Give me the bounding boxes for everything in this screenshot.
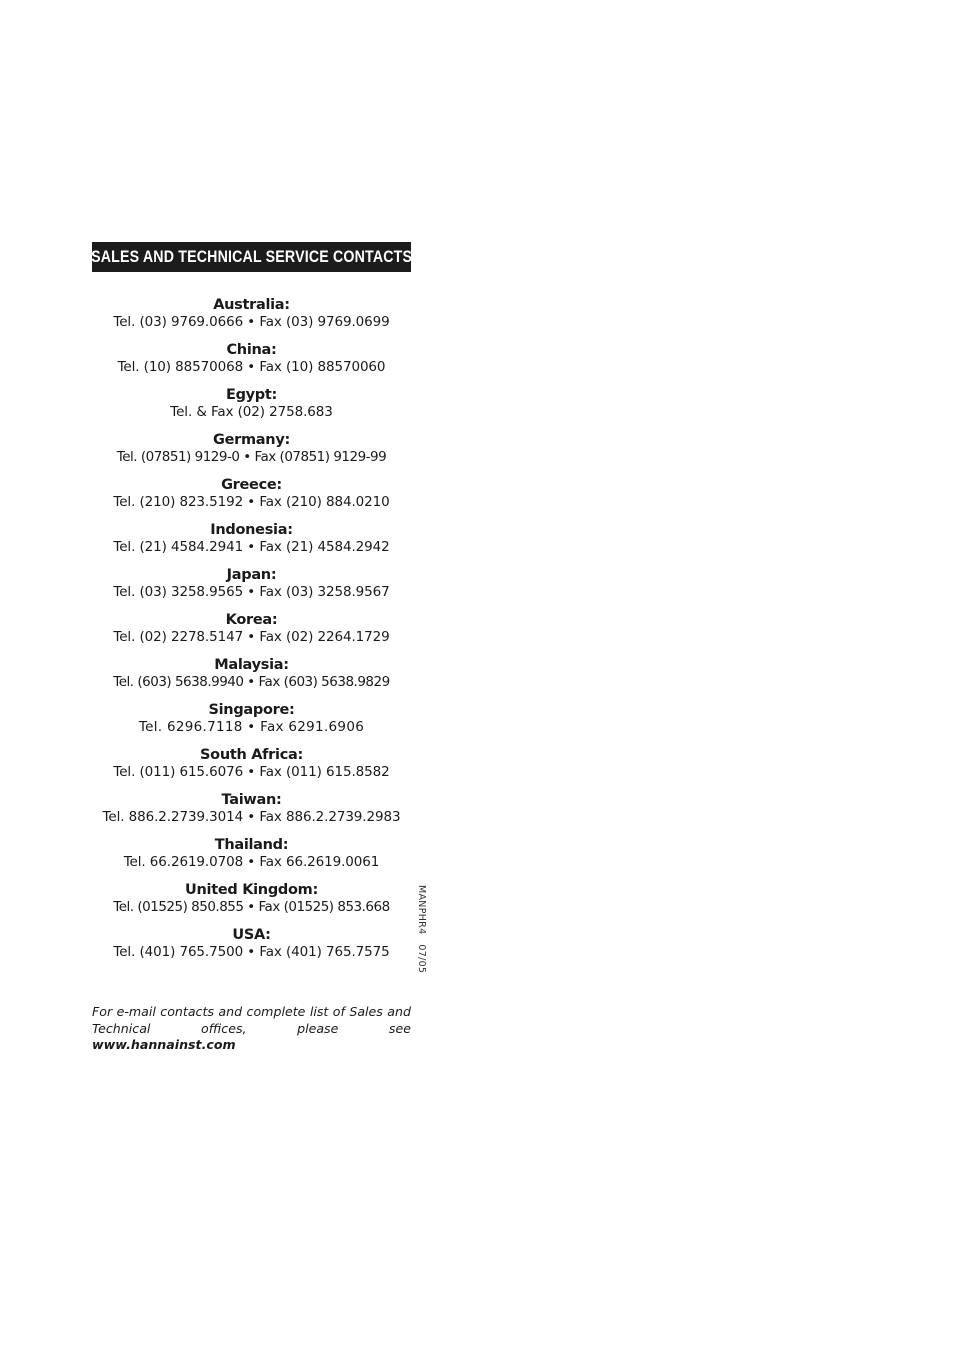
section-title-bar bbox=[92, 242, 411, 272]
contact-numbers: Tel. & Fax (02) 2758.683 bbox=[170, 404, 333, 420]
country-name: Japan: bbox=[226, 567, 277, 583]
contact-numbers: Tel. 6296.7118 • Fax 6291.6906 bbox=[138, 719, 365, 735]
contact-numbers: Tel. (21) 4584.2941 • Fax (21) 4584.2942 bbox=[113, 539, 390, 555]
contact-entry-singapore bbox=[92, 701, 411, 746]
contact-numbers: Tel. (401) 765.7500 • Fax (401) 765.7575 bbox=[113, 944, 390, 960]
contact-entry-australia bbox=[92, 296, 411, 341]
contact-numbers: Tel. (03) 9769.0666 • Fax (03) 9769.0699 bbox=[113, 314, 390, 330]
contact-entry-china bbox=[92, 341, 411, 386]
country-name: United Kingdom: bbox=[185, 882, 318, 898]
country-name: Australia: bbox=[213, 297, 290, 313]
country-name: China: bbox=[226, 342, 277, 358]
country-name: Egypt: bbox=[225, 387, 278, 403]
country-name: USA: bbox=[232, 927, 271, 943]
contact-entry-taiwan bbox=[92, 791, 411, 836]
contact-entry-thailand bbox=[92, 836, 411, 881]
footer-text: For e-mail contacts and complete list of Sales and Technical offices, please see bbox=[92, 1004, 411, 1036]
contact-entry-indonesia bbox=[92, 521, 411, 566]
contact-entry-usa bbox=[92, 926, 411, 971]
contact-numbers: Tel. (603) 5638.9940 • Fax (603) 5638.9829 bbox=[113, 674, 390, 690]
website-link[interactable]: www.hannainst.com bbox=[92, 1037, 236, 1052]
contact-entry-south-africa bbox=[92, 746, 411, 791]
country-name: Korea: bbox=[225, 612, 278, 628]
contact-numbers: Tel. (01525) 850.855 • Fax (01525) 853.668 bbox=[113, 899, 390, 915]
contact-numbers: Tel. (02) 2278.5147 • Fax (02) 2264.1729 bbox=[113, 629, 390, 645]
country-name: Thailand: bbox=[214, 837, 289, 853]
contact-numbers: Tel. (011) 615.6076 • Fax (011) 615.8582 bbox=[113, 764, 390, 780]
country-name: Taiwan: bbox=[221, 792, 282, 808]
country-name: Malaysia: bbox=[214, 657, 289, 673]
contacts-list bbox=[92, 296, 411, 971]
country-name: Indonesia: bbox=[210, 522, 293, 538]
country-name: Singapore: bbox=[208, 702, 295, 718]
section-title: SALES AND TECHNICAL SERVICE CONTACTS bbox=[90, 247, 413, 266]
contact-entry-united-kingdom bbox=[92, 881, 411, 926]
manual-code: MANPHR4 bbox=[416, 885, 427, 935]
contact-entry-germany bbox=[92, 431, 411, 476]
contact-entry-egypt bbox=[92, 386, 411, 431]
document-code bbox=[411, 885, 427, 980]
footer-note bbox=[92, 1004, 411, 1054]
revision-date: 07/05 bbox=[416, 944, 427, 974]
contact-entry-japan bbox=[92, 566, 411, 611]
contact-entry-greece bbox=[92, 476, 411, 521]
contact-numbers: Tel. (03) 3258.9565 • Fax (03) 3258.9567 bbox=[113, 584, 390, 600]
contact-numbers: Tel. 886.2.2739.3014 • Fax 886.2.2739.2983 bbox=[102, 809, 401, 825]
country-name: Greece: bbox=[221, 477, 282, 493]
contact-numbers: Tel. (10) 88570068 • Fax (10) 88570060 bbox=[117, 359, 386, 375]
contact-numbers: Tel. (210) 823.5192 • Fax (210) 884.0210 bbox=[113, 494, 390, 510]
country-name: South Africa: bbox=[200, 747, 303, 763]
contact-entry-malaysia bbox=[92, 656, 411, 701]
country-name: Germany: bbox=[213, 432, 290, 448]
contact-numbers: Tel. 66.2619.0708 • Fax 66.2619.0061 bbox=[123, 854, 380, 870]
contact-numbers: Tel. (07851) 9129-0 • Fax (07851) 9129-99 bbox=[116, 449, 387, 465]
contact-entry-korea bbox=[92, 611, 411, 656]
